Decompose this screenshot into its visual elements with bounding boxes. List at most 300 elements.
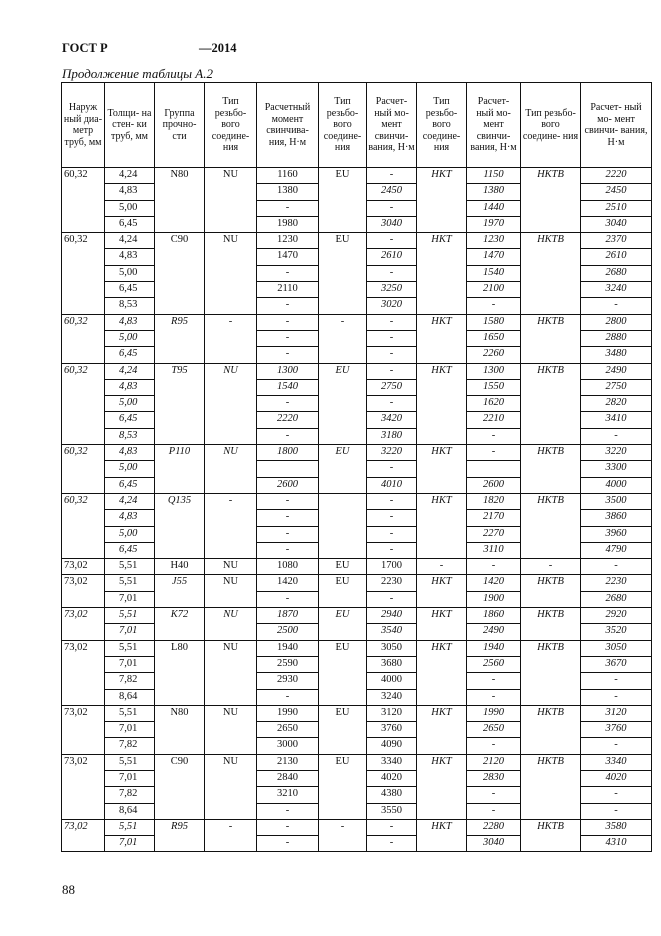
table-cell bbox=[417, 526, 467, 542]
table-cell bbox=[62, 379, 105, 395]
table-cell bbox=[205, 591, 257, 607]
table-cell: 1940 bbox=[467, 640, 521, 656]
table-cell bbox=[319, 510, 367, 526]
table-cell bbox=[62, 787, 105, 803]
table-cell bbox=[521, 689, 581, 705]
table-cell: 5,51 bbox=[105, 575, 155, 591]
table-cell bbox=[205, 656, 257, 672]
table-cell bbox=[205, 722, 257, 738]
table-row bbox=[62, 477, 652, 493]
table-cell bbox=[155, 428, 205, 444]
table-row bbox=[62, 461, 652, 477]
table-cell: 3040 bbox=[467, 836, 521, 852]
table-cell bbox=[521, 803, 581, 819]
table-cell: - bbox=[417, 559, 467, 575]
table-cell: 4,24 bbox=[105, 233, 155, 249]
table-cell bbox=[155, 673, 205, 689]
table-cell: 1380 bbox=[257, 184, 319, 200]
table-cell: 2750 bbox=[367, 379, 417, 395]
table-row bbox=[62, 542, 652, 558]
table-cell: - bbox=[581, 689, 652, 705]
table-cell: 8,53 bbox=[105, 428, 155, 444]
table-cell: 4,24 bbox=[105, 168, 155, 184]
table-cell: 1700 bbox=[367, 559, 417, 575]
table-cell: 1980 bbox=[257, 216, 319, 232]
table-cell bbox=[521, 526, 581, 542]
table-cell: НКТВ bbox=[521, 705, 581, 721]
table-cell: 7,01 bbox=[105, 722, 155, 738]
table-cell: NU bbox=[205, 575, 257, 591]
table-row bbox=[62, 184, 652, 200]
table-cell: 5,51 bbox=[105, 559, 155, 575]
table-cell: НКТ bbox=[417, 314, 467, 330]
table-cell: 2490 bbox=[467, 624, 521, 640]
table-cell: 3000 bbox=[257, 738, 319, 754]
table-cell: 2590 bbox=[257, 656, 319, 672]
table-cell bbox=[205, 330, 257, 346]
table-cell: 8,64 bbox=[105, 689, 155, 705]
table-cell: 8,53 bbox=[105, 298, 155, 314]
table-cell: НКТ bbox=[417, 575, 467, 591]
table-row bbox=[62, 298, 652, 314]
table-cell: 73,02 bbox=[62, 705, 105, 721]
table-cell: НКТ bbox=[417, 754, 467, 770]
table-cell: 2370 bbox=[581, 233, 652, 249]
table-cell: 2940 bbox=[367, 608, 417, 624]
table-cell: 1550 bbox=[467, 379, 521, 395]
column-header: Наруж ный диа- метр труб, мм bbox=[62, 83, 105, 168]
table-cell: 2260 bbox=[467, 347, 521, 363]
table-cell: 1470 bbox=[467, 249, 521, 265]
table-cell: EU bbox=[319, 445, 367, 461]
table-cell bbox=[62, 184, 105, 200]
table-cell bbox=[319, 298, 367, 314]
table-row bbox=[62, 379, 652, 395]
table-cell: - bbox=[367, 363, 417, 379]
table-cell bbox=[417, 510, 467, 526]
table-cell: 1080 bbox=[257, 559, 319, 575]
table-row bbox=[62, 168, 652, 184]
table-cell bbox=[62, 200, 105, 216]
table-row bbox=[62, 624, 652, 640]
table-cell: 60,32 bbox=[62, 314, 105, 330]
table-cell bbox=[521, 656, 581, 672]
table-cell bbox=[205, 282, 257, 298]
table-row bbox=[62, 608, 652, 624]
table-header-row bbox=[62, 83, 652, 168]
table-cell: 4020 bbox=[581, 770, 652, 786]
table-row bbox=[62, 216, 652, 232]
table-row bbox=[62, 591, 652, 607]
table-cell: 6,45 bbox=[105, 477, 155, 493]
table-cell: 2650 bbox=[467, 722, 521, 738]
table-cell: 2800 bbox=[581, 314, 652, 330]
table-cell bbox=[62, 689, 105, 705]
table-row bbox=[62, 282, 652, 298]
table-cell: 60,32 bbox=[62, 445, 105, 461]
table-cell: - bbox=[257, 396, 319, 412]
column-header: Расчет- ный мо- мент свинчи- вания, Н·м bbox=[467, 83, 521, 168]
table-cell: 3040 bbox=[581, 216, 652, 232]
table-cell: NU bbox=[205, 363, 257, 379]
table-cell: - bbox=[467, 559, 521, 575]
table-cell bbox=[417, 216, 467, 232]
table-cell bbox=[205, 396, 257, 412]
table-cell: 3210 bbox=[257, 787, 319, 803]
table-cell: 5,51 bbox=[105, 640, 155, 656]
table-cell: - bbox=[257, 428, 319, 444]
table-cell bbox=[521, 379, 581, 395]
table-cell bbox=[62, 347, 105, 363]
table-cell: NU bbox=[205, 445, 257, 461]
table-cell bbox=[417, 249, 467, 265]
table-cell: Q135 bbox=[155, 493, 205, 509]
table-cell bbox=[319, 200, 367, 216]
table-cell: 1420 bbox=[467, 575, 521, 591]
table-cell: - bbox=[367, 330, 417, 346]
table-cell: 2220 bbox=[581, 168, 652, 184]
table-cell: - bbox=[257, 265, 319, 281]
table-cell: 2280 bbox=[467, 819, 521, 835]
table-cell bbox=[155, 347, 205, 363]
table-cell: 2220 bbox=[257, 412, 319, 428]
table-cell: EU bbox=[319, 705, 367, 721]
table-cell bbox=[521, 330, 581, 346]
table-row bbox=[62, 363, 652, 379]
table-cell bbox=[205, 738, 257, 754]
table-cell bbox=[319, 216, 367, 232]
table-cell bbox=[62, 477, 105, 493]
table-cell: 6,45 bbox=[105, 412, 155, 428]
table-cell: P110 bbox=[155, 445, 205, 461]
table-cell: 60,32 bbox=[62, 233, 105, 249]
table-cell: 3050 bbox=[581, 640, 652, 656]
table-cell: 2880 bbox=[581, 330, 652, 346]
table-cell: НКТВ bbox=[521, 575, 581, 591]
table-cell: K72 bbox=[155, 608, 205, 624]
table-cell bbox=[319, 249, 367, 265]
table-cell: 8,64 bbox=[105, 803, 155, 819]
table-cell bbox=[417, 836, 467, 852]
table-cell bbox=[205, 249, 257, 265]
table-cell: - bbox=[319, 819, 367, 835]
table-cell: 4,83 bbox=[105, 184, 155, 200]
table-cell bbox=[417, 591, 467, 607]
table-cell: 3680 bbox=[367, 656, 417, 672]
table-cell: 3480 bbox=[581, 347, 652, 363]
table-cell: 4000 bbox=[581, 477, 652, 493]
table-cell bbox=[155, 330, 205, 346]
table-cell: 4,83 bbox=[105, 510, 155, 526]
table-cell bbox=[417, 265, 467, 281]
table-cell: 3180 bbox=[367, 428, 417, 444]
table-cell: НКТ bbox=[417, 445, 467, 461]
table-cell: - bbox=[581, 559, 652, 575]
table-cell bbox=[521, 770, 581, 786]
table-cell: НКТВ bbox=[521, 363, 581, 379]
table-cell: 5,00 bbox=[105, 330, 155, 346]
table-cell: 1990 bbox=[467, 705, 521, 721]
table-cell: - bbox=[467, 298, 521, 314]
table-cell: NU bbox=[205, 168, 257, 184]
table-cell: EU bbox=[319, 608, 367, 624]
table-cell: - bbox=[257, 314, 319, 330]
table-cell bbox=[62, 624, 105, 640]
table-cell bbox=[521, 298, 581, 314]
table-cell: - bbox=[367, 836, 417, 852]
table-cell: 7,01 bbox=[105, 591, 155, 607]
table-cell: 2650 bbox=[257, 722, 319, 738]
table-cell: 73,02 bbox=[62, 559, 105, 575]
table-cell: 7,01 bbox=[105, 624, 155, 640]
table-cell: 3120 bbox=[581, 705, 652, 721]
table-row bbox=[62, 314, 652, 330]
table-cell: 2600 bbox=[467, 477, 521, 493]
table-cell bbox=[417, 624, 467, 640]
table-cell: 1580 bbox=[467, 314, 521, 330]
table-cell bbox=[155, 510, 205, 526]
table-cell: - bbox=[467, 738, 521, 754]
table-cell bbox=[319, 330, 367, 346]
table-cell bbox=[257, 461, 319, 477]
table-row bbox=[62, 722, 652, 738]
table-cell bbox=[62, 249, 105, 265]
table-cell bbox=[205, 379, 257, 395]
table-cell bbox=[155, 412, 205, 428]
table-cell: 1870 bbox=[257, 608, 319, 624]
table-cell: 1230 bbox=[467, 233, 521, 249]
table-cell: 5,51 bbox=[105, 608, 155, 624]
table-cell: 3760 bbox=[367, 722, 417, 738]
table-cell: H40 bbox=[155, 559, 205, 575]
table-cell: EU bbox=[319, 233, 367, 249]
table-cell bbox=[205, 510, 257, 526]
table-cell bbox=[205, 347, 257, 363]
table-cell: - bbox=[367, 233, 417, 249]
table-cell: - bbox=[581, 803, 652, 819]
table-cell bbox=[62, 673, 105, 689]
table-cell: NU bbox=[205, 233, 257, 249]
column-header: Тип резьбо- вого соедине- ния bbox=[319, 83, 367, 168]
table-cell: NU bbox=[205, 754, 257, 770]
table-cell: 1160 bbox=[257, 168, 319, 184]
table-cell bbox=[417, 770, 467, 786]
table-cell bbox=[521, 347, 581, 363]
table-cell bbox=[205, 624, 257, 640]
table-cell bbox=[521, 461, 581, 477]
table-cell: 3120 bbox=[367, 705, 417, 721]
table-cell bbox=[205, 836, 257, 852]
table-cell: 5,00 bbox=[105, 200, 155, 216]
table-cell bbox=[319, 656, 367, 672]
table-cell bbox=[155, 298, 205, 314]
column-header: Расчет- ный мо- мент свинчи- вания, Н·м bbox=[367, 83, 417, 168]
table-cell bbox=[319, 412, 367, 428]
table-cell bbox=[319, 803, 367, 819]
table-cell: 60,32 bbox=[62, 493, 105, 509]
table-cell bbox=[155, 738, 205, 754]
table-cell bbox=[319, 493, 367, 509]
table-cell: 5,00 bbox=[105, 265, 155, 281]
table-cell: 2930 bbox=[257, 673, 319, 689]
table-cell bbox=[155, 200, 205, 216]
table-cell bbox=[205, 770, 257, 786]
table-row bbox=[62, 705, 652, 721]
table-cell bbox=[521, 216, 581, 232]
table-cell bbox=[155, 477, 205, 493]
table-cell: 2230 bbox=[581, 575, 652, 591]
table-cell bbox=[62, 510, 105, 526]
column-header: Тип резьбо- вого соедине- ния bbox=[417, 83, 467, 168]
table-cell: - bbox=[257, 330, 319, 346]
table-cell bbox=[155, 722, 205, 738]
table-cell: 5,00 bbox=[105, 526, 155, 542]
table-cell bbox=[62, 282, 105, 298]
table-cell: 2110 bbox=[257, 282, 319, 298]
table-cell bbox=[417, 722, 467, 738]
table-cell: 1540 bbox=[467, 265, 521, 281]
table-cell bbox=[417, 542, 467, 558]
table-cell bbox=[155, 282, 205, 298]
table-cell: 5,00 bbox=[105, 396, 155, 412]
table-cell: L80 bbox=[155, 640, 205, 656]
table-row bbox=[62, 803, 652, 819]
table-cell bbox=[319, 477, 367, 493]
table-cell: 3540 bbox=[367, 624, 417, 640]
table-cell: 4020 bbox=[367, 770, 417, 786]
table-cell: 2120 bbox=[467, 754, 521, 770]
table-cell: 1300 bbox=[257, 363, 319, 379]
table-cell bbox=[319, 673, 367, 689]
table-cell bbox=[62, 836, 105, 852]
table-cell: - bbox=[205, 819, 257, 835]
table-cell: 3340 bbox=[581, 754, 652, 770]
table-cell: 4,24 bbox=[105, 493, 155, 509]
table-cell: НКТ bbox=[417, 640, 467, 656]
table-cell: 4,24 bbox=[105, 363, 155, 379]
table-cell: J55 bbox=[155, 575, 205, 591]
table-cell: 4090 bbox=[367, 738, 417, 754]
table-cell: 2210 bbox=[467, 412, 521, 428]
torque-table bbox=[61, 82, 652, 852]
table-cell bbox=[319, 379, 367, 395]
table-cell: 5,51 bbox=[105, 819, 155, 835]
table-cell: 4310 bbox=[581, 836, 652, 852]
table-cell: - bbox=[367, 493, 417, 509]
table-cell bbox=[417, 282, 467, 298]
table-cell bbox=[205, 216, 257, 232]
table-cell: 1230 bbox=[257, 233, 319, 249]
table-cell bbox=[205, 184, 257, 200]
table-cell: - bbox=[581, 787, 652, 803]
table-cell bbox=[521, 200, 581, 216]
table-row bbox=[62, 200, 652, 216]
table-cell: 2500 bbox=[257, 624, 319, 640]
table-cell: N80 bbox=[155, 168, 205, 184]
table-cell: - bbox=[467, 689, 521, 705]
table-cell: НКТ bbox=[417, 363, 467, 379]
table-cell bbox=[521, 396, 581, 412]
table-cell bbox=[205, 428, 257, 444]
document-header bbox=[62, 41, 237, 56]
table-cell: - bbox=[581, 298, 652, 314]
table-cell: 4380 bbox=[367, 787, 417, 803]
table-cell: 1420 bbox=[257, 575, 319, 591]
table-cell: 3110 bbox=[467, 542, 521, 558]
table-row bbox=[62, 347, 652, 363]
table-cell bbox=[155, 624, 205, 640]
table-cell bbox=[521, 265, 581, 281]
table-cell bbox=[205, 461, 257, 477]
table-cell: 2170 bbox=[467, 510, 521, 526]
table-row bbox=[62, 330, 652, 346]
table-cell: - bbox=[467, 803, 521, 819]
table-cell bbox=[319, 624, 367, 640]
table-cell bbox=[521, 412, 581, 428]
table-cell bbox=[205, 673, 257, 689]
table-cell: НКТВ bbox=[521, 819, 581, 835]
table-cell: - bbox=[467, 673, 521, 689]
table-row bbox=[62, 428, 652, 444]
table-cell: R95 bbox=[155, 314, 205, 330]
table-cell: - bbox=[257, 298, 319, 314]
table-cell: 2450 bbox=[581, 184, 652, 200]
table-row bbox=[62, 559, 652, 575]
table-cell bbox=[62, 591, 105, 607]
table-cell: NU bbox=[205, 640, 257, 656]
table-cell: 2920 bbox=[581, 608, 652, 624]
table-row bbox=[62, 493, 652, 509]
table-cell bbox=[155, 836, 205, 852]
table-cell bbox=[319, 526, 367, 542]
column-header: Расчетный момент свинчива- ния, Н·м bbox=[257, 83, 319, 168]
table-cell: 1440 bbox=[467, 200, 521, 216]
table-cell: - bbox=[581, 673, 652, 689]
table-cell bbox=[62, 656, 105, 672]
table-cell: 5,00 bbox=[105, 461, 155, 477]
table-cell: - bbox=[367, 526, 417, 542]
table-row bbox=[62, 233, 652, 249]
table-cell bbox=[155, 542, 205, 558]
table-cell: 7,82 bbox=[105, 738, 155, 754]
table-cell bbox=[205, 787, 257, 803]
table-cell: 3410 bbox=[581, 412, 652, 428]
table-cell bbox=[205, 298, 257, 314]
table-cell: 3550 bbox=[367, 803, 417, 819]
page-number: 88 bbox=[62, 882, 75, 897]
table-cell bbox=[319, 770, 367, 786]
table-cell bbox=[319, 184, 367, 200]
table-cell bbox=[319, 461, 367, 477]
table-cell bbox=[417, 787, 467, 803]
table-cell bbox=[417, 428, 467, 444]
table-cell: 1990 bbox=[257, 705, 319, 721]
table-row bbox=[62, 249, 652, 265]
table-cell: НКТ bbox=[417, 608, 467, 624]
table-cell bbox=[417, 396, 467, 412]
table-cell bbox=[62, 396, 105, 412]
table-cell: 73,02 bbox=[62, 640, 105, 656]
table-cell bbox=[521, 591, 581, 607]
table-cell: 4010 bbox=[367, 477, 417, 493]
table-cell: 7,01 bbox=[105, 836, 155, 852]
table-cell bbox=[319, 689, 367, 705]
table-cell: 3240 bbox=[367, 689, 417, 705]
table-cell bbox=[155, 396, 205, 412]
column-header: Тип резьбо- вого соедине- ния bbox=[521, 83, 581, 168]
table-cell: 3250 bbox=[367, 282, 417, 298]
table-cell: 1650 bbox=[467, 330, 521, 346]
